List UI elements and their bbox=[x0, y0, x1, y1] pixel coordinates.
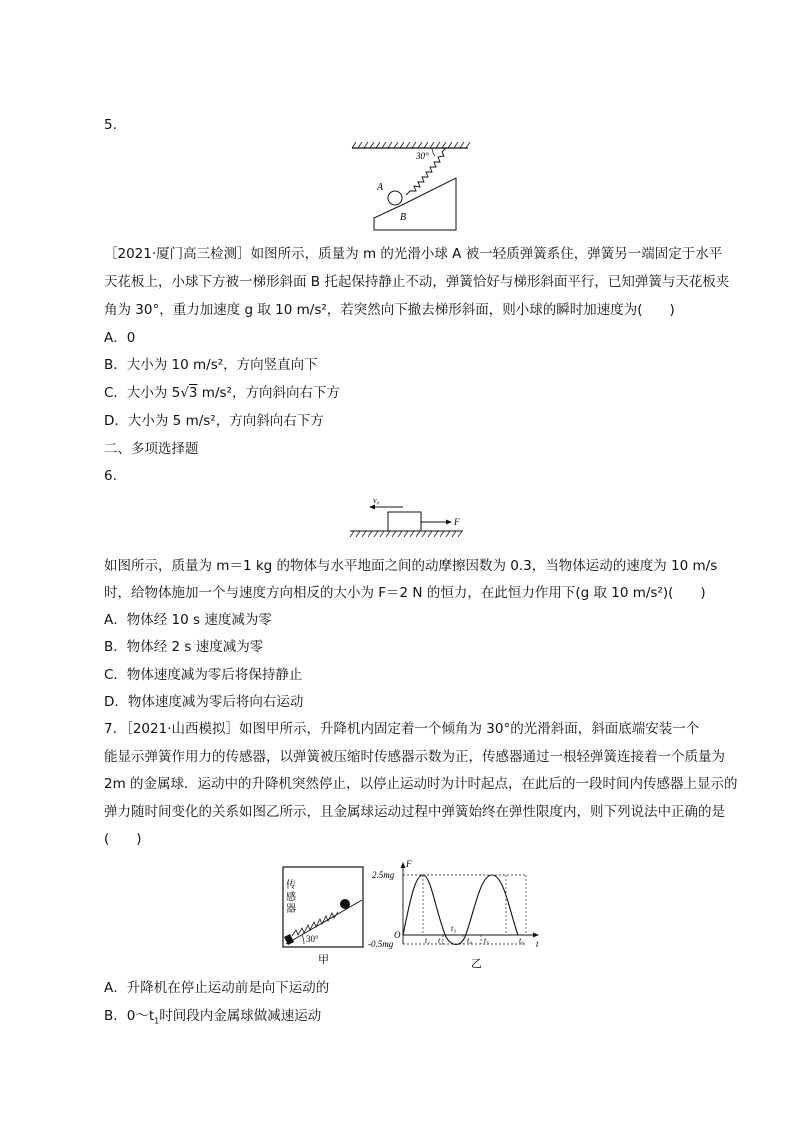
q7-yi-y-bottom: -0.5mg bbox=[368, 939, 394, 949]
q5-option-c-prefix: C．大小为 5 bbox=[104, 385, 181, 401]
q7-jia-sensor-char-1: 传 bbox=[286, 880, 296, 891]
q7-stem-line-1: 7．［2021·山西模拟］如图甲所示，升降机内固定着一个倾角为 30°的光滑斜面，斜面底端安装一个 bbox=[104, 721, 700, 737]
q6-option-a: A．物体经 10 s 速度减为零 bbox=[104, 612, 272, 628]
question-6-number: 6. bbox=[104, 468, 117, 484]
section-multiple-choice-heading: 二、多项选择题 bbox=[104, 441, 199, 457]
q7-option-b-subscript: 1 bbox=[154, 1016, 160, 1026]
q7-yi-t3: t₃ bbox=[451, 924, 457, 933]
q6-option-d: D．物体速度减为零后将向右运动 bbox=[104, 694, 304, 710]
q7-yi-caption: 乙 bbox=[471, 958, 482, 970]
q6-stem-line-1: 如图所示，质量为 m＝1 kg 的物体与水平地面之间的动摩擦因数为 0.3，当物体运动的速度为 10 m/s bbox=[104, 558, 718, 574]
q5-option-c-suffix: m/s²，方向斜向右下方 bbox=[197, 385, 340, 401]
q7-figure-yi bbox=[368, 855, 546, 975]
q7-yi-t4: t₄ bbox=[467, 936, 473, 945]
q7-jia-angle-label: 30° bbox=[306, 934, 319, 944]
q7-yi-origin: O bbox=[394, 930, 401, 940]
q5-stem-line-2: 天花板上，小球下方被一梯形斜面 B 托起保持静止不动，弹簧恰好与梯形斜面平行，已知弹簧与天花板夹 bbox=[104, 274, 730, 290]
sqrt-sign: √ bbox=[180, 385, 189, 401]
q5-stem-line-1: ［2021·厦门高三检测］如图所示，质量为 m 的光滑小球 A 被一轻质弹簧系住，弹簧另一端固定于水平 bbox=[104, 246, 723, 262]
q7-figure-jia bbox=[280, 864, 370, 974]
q7-yi-y-top: 2.5mg bbox=[372, 870, 395, 880]
q6-velocity-label: v₀ bbox=[373, 496, 380, 505]
q7-yi-t2: t₂ bbox=[438, 936, 444, 945]
q6-figure bbox=[345, 494, 470, 542]
q5-ball-label: A bbox=[377, 182, 384, 193]
question-5-number: 5. bbox=[104, 117, 117, 133]
q5-option-c bbox=[104, 383, 340, 403]
q7-option-b-suffix: 时间段内金属球做减速运动 bbox=[159, 1008, 322, 1024]
q7-jia-caption: 甲 bbox=[318, 954, 329, 966]
q6-force-label: F bbox=[454, 517, 460, 527]
q6-stem-line-2: 时，给物体施加一个与速度方向相反的大小为 F＝2 N 的恒力，在此恒力作用下(g 取 10 m/s²)( ) bbox=[104, 585, 706, 601]
q6-option-c: C．物体速度减为零后将保持静止 bbox=[104, 667, 303, 683]
q7-yi-axis-x: t bbox=[536, 939, 539, 949]
q7-yi-t5: t₅ bbox=[484, 936, 490, 945]
q5-option-d: D．大小为 5 m/s²，方向斜向右下方 bbox=[104, 413, 324, 429]
q7-option-b-prefix: B．0～t bbox=[104, 1008, 155, 1024]
q7-option-a: A．升降机在停止运动前是向下运动的 bbox=[104, 980, 330, 996]
q7-yi-axis-y: F bbox=[406, 859, 412, 869]
q7-stem-line-2: 能显示弹簧作用力的传感器，以弹簧被压缩时传感器示数为正，传感器通过一根轻弹簧连接着一个质量为 bbox=[104, 749, 725, 765]
q7-stem-line-4: 弹力随时间变化的关系如图乙所示，且金属球运动过程中弹簧始终在弹性限度内，则下列说法中正确的是 bbox=[104, 804, 725, 820]
q5-option-c-root: 3 bbox=[188, 385, 198, 401]
q6-option-b: B．物体经 2 s 速度减为零 bbox=[104, 639, 264, 655]
q5-stem-line-3: 角为 30°，重力加速度 g 取 10 m/s²，若突然向下撤去梯形斜面，则小球的瞬时加速度为( ) bbox=[104, 302, 675, 318]
q7-option-b bbox=[104, 1006, 321, 1026]
q7-yi-t1: t₁ bbox=[425, 936, 431, 945]
q7-jia-sensor-char-2: 感 bbox=[286, 892, 296, 903]
q7-stem-line-5: ( ) bbox=[104, 831, 142, 847]
q5-figure bbox=[348, 140, 473, 235]
q5-angle-label: 30° bbox=[416, 151, 429, 161]
q7-yi-t6: t₆ bbox=[519, 936, 525, 945]
q7-jia-sensor-char-3: 器 bbox=[286, 904, 296, 915]
q5-block-label: B bbox=[400, 212, 407, 223]
q5-option-b: B．大小为 10 m/s²，方向竖直向下 bbox=[104, 357, 318, 373]
q7-stem-line-3: 2m 的金属球．运动中的升降机突然停止，以停止运动时为计时起点，在此后的一段时间内传感器上显示的 bbox=[104, 776, 738, 792]
q5-option-a: A．0 bbox=[104, 330, 136, 346]
